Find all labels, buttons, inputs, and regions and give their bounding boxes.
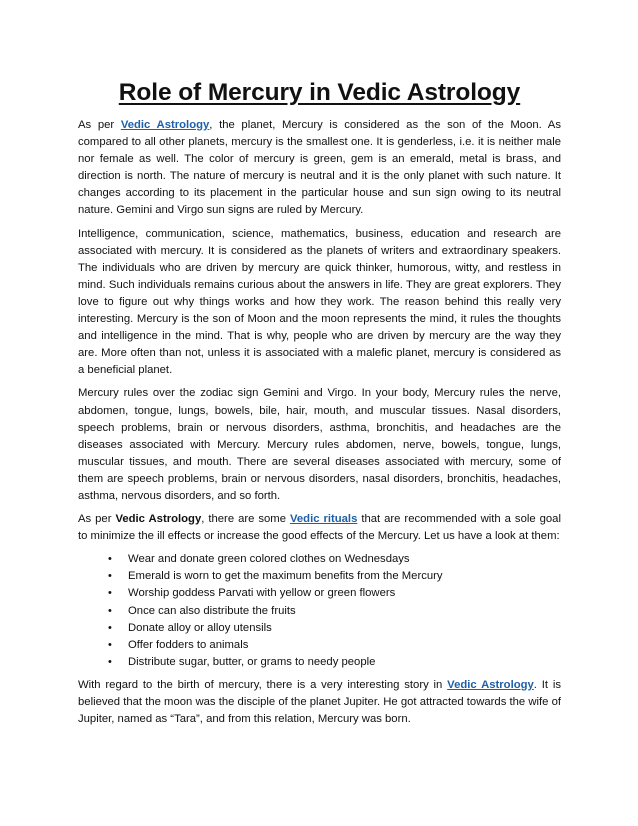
paragraph-birth-story: [78, 677, 561, 728]
list-item-text: Once can also distribute the fruits: [128, 604, 296, 617]
list-item: [108, 568, 561, 585]
bullet-icon: •: [108, 604, 112, 617]
paragraph-text: . It is believed that the moon was the disciple of the planet Jupiter. He got attracted towards the wife of Jupiter, named as “Tara”, and from this relation, Mercury was born.: [78, 678, 561, 726]
bullet-icon: •: [108, 655, 112, 668]
list-item: [108, 585, 561, 602]
paragraph-attributes: Intelligence, communication, science, mathematics, business, education and research are associated with mercury. It is considered as the planets of writers and extraordinary speakers. The individuals who are driven by mercury are quick thinker, humorous, witty, and restless in mind. Such individuals remains curious about the answers in life. They are great explorers. They love to figure out why things works and how they work. The reason behind this really very interesting. Mercury is the son of Moon and the moon represents the mind, it rules the thoughts and intelligence in the mind. That is why, people who are driven by mercury are the way they are. More often than not, unless it is associated with a malefic planet, mercury is considered as a beneficial planet.: [78, 227, 561, 377]
bullet-icon: •: [108, 621, 112, 634]
list-item: [108, 620, 561, 637]
list-item-text: Worship goddess Parvati with yellow or green flowers: [128, 587, 396, 600]
bullet-icon: •: [108, 587, 112, 600]
list-item: [108, 654, 561, 671]
list-item: [108, 551, 561, 568]
paragraph-body-rules: Mercury rules over the zodiac sign Gemini and Virgo. In your body, Mercury rules the nerve, abdomen, tongue, lungs, bowels, bile, hair, mouth, and muscular tissues. Nasal disorders, speech problems, brain or nervous disorders, asthma, bronchitis, and headaches are the diseases associated with Mercury. Mercury rules abdomen, nerve, bowels, tongue, lungs, muscular tissues, and mouth. There are several diseases associated with mercury, some of them are speech problems, brain or nervous disorders, nasal disorders, bronchitis, headaches, asthma, nervous disorders, and so forth.: [78, 387, 561, 502]
list-item: [108, 637, 561, 654]
list-item-text: Wear and donate green colored clothes on Wednesdays: [128, 553, 410, 566]
vedic-rituals-link[interactable]: Vedic rituals: [289, 513, 358, 526]
list-item-text: Donate alloy or alloy utensils: [128, 621, 272, 634]
paragraph-text: , there are some: [201, 513, 290, 526]
paragraph-text: With regard to the birth of mercury, there is a very interesting story in: [78, 678, 448, 691]
vedic-astrology-link[interactable]: Vedic Astrology: [120, 119, 210, 131]
paragraph-text: As per: [78, 119, 121, 131]
paragraph-intro: [78, 117, 561, 220]
bullet-icon: •: [108, 570, 112, 583]
list-item-text: Emerald is worn to get the maximum benefits from the Mercury: [128, 570, 443, 583]
page-title: Role of Mercury in Vedic Astrology: [118, 79, 521, 106]
bullet-icon: •: [108, 553, 112, 566]
bold-vedic-astrology: Vedic Astrology: [115, 513, 202, 526]
list-item-text: Distribute sugar, butter, or grams to needy people: [128, 655, 376, 668]
vedic-astrology-link[interactable]: Vedic Astrology: [447, 678, 534, 691]
bullet-icon: •: [108, 638, 112, 651]
paragraph-rituals-intro: [78, 511, 561, 545]
paragraph-text: , the planet, Mercury is considered as the son of the Moon. As compared to all other planets, mercury is the smallest one. It is genderless, i.e. it is neither male nor female as well. The color of mercury is green, gem is an emerald, metal is brass, and direction is north. The nature of mercury is neutral and it is the only planet with such nature. It changes according to its placement in the particular house and sun sign owing to its neutral nature. Gemini and Virgo sun signs are ruled by Mercury.: [78, 119, 561, 217]
paragraph-text: that are recommended with a sole goal to minimize the ill effects or increase the good effects of the Mercury. Let us have a look at them:: [78, 513, 561, 543]
rituals-list: [78, 551, 561, 671]
paragraph-text: As per: [78, 513, 116, 526]
list-item-text: Offer fodders to animals: [128, 638, 249, 651]
list-item: [108, 603, 561, 620]
